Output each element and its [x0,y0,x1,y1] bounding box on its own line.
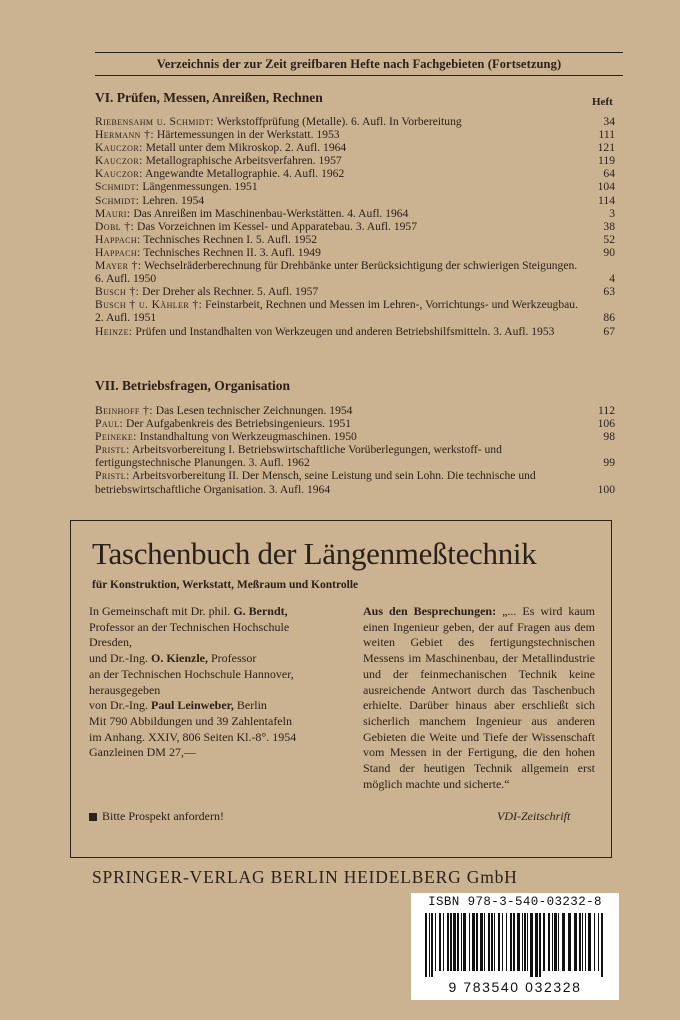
catalog-entry [95,194,615,207]
isbn-text: ISBN 978-3-540-03232-8 [428,895,602,909]
entry-author: Pristl: [95,469,130,483]
entry-title: Das Anreißen im Maschinenbau-Werkstätten. 4. Aufl. 1964 [133,206,409,220]
entry-heft-number: 3 [609,206,615,220]
entry-title: Arbeitsvorbereitung II. Der Mensch, seine Leistung und sein Lohn. Die technische und betriebswirtschaftliche Organisation. 3. Aufl. 1964 [95,469,536,496]
entry-title: Das Vorzeichnen im Kessel- und Apparatebau. 3. Aufl. 1957 [137,219,418,233]
entry-author: Pristl: [95,443,130,457]
entry-heft-number: 98 [603,430,615,444]
entry-title: Technisches Rechnen II. 3. Aufl. 1949 [143,245,321,259]
entry-heft-number: 63 [603,285,615,299]
entry-heft-number: 114 [598,193,615,207]
entry-title: Angewandte Metallographie. 4. Aufl. 1962 [144,167,345,181]
page-header: Verzeichnis der zur Zeit greifbaren Hefte nach Fachgebieten (Fortsetzung) [156,57,562,71]
section-6-title: VI. Prüfen, Messen, Anreißen, Rechnen [95,90,323,105]
barcode-label [411,893,619,1000]
entry-title: Der Aufgabenkreis des Betriebsingenieurs. 1951 [126,417,352,431]
entry-author: Happach: [95,232,141,246]
entry-author: Hermann †: [95,128,154,142]
catalog-entry [95,285,615,298]
entry-heft-number: 111 [598,128,615,142]
entry-author: Dobl †: [95,219,135,233]
section-7-title: VII. Betriebsfragen, Organisation [95,378,290,393]
entry-author: Schmidt: [95,180,140,194]
catalog-entry [95,128,615,141]
entry-heft-number: 104 [597,180,615,194]
book-details: In Gemeinschaft mit Dr. phil. G. Berndt, Professor an der Technischen Hochschule Dresden, und Dr.-Ing. O. Kienzle, Professor an der Technischen Hochschule Hannover, herausgegeben von Dr.-Ing. Paul Leinweber, Berlin Mit 790 Abbildungen und 39 Zahlentafeln im Anhang. XXIV, 806 Seiten Kl.-8°. 1954 Ganzleinen DM 27,— [89,604,331,761]
barcode-icon [417,913,613,977]
entry-author: Busch †: [95,285,140,299]
entry-heft-number: 99 [603,456,615,470]
catalog-entry [95,298,615,324]
catalog-entry [95,233,615,246]
catalog-entry [95,404,615,417]
catalog-entry [95,115,615,128]
header-rule-bottom [95,75,623,76]
catalog-entry [95,325,615,338]
publisher-name: SPRINGER-VERLAG BERLIN HEIDELBERG GmbH [92,867,518,887]
section-6-list [95,115,615,338]
entry-title: Lehren. 1954 [142,193,205,207]
entry-heft-number: 38 [603,219,615,233]
entry-title: Metall unter dem Mikroskop. 2. Aufl. 1964 [145,141,347,155]
review-text: „... Es wird kaum einen Ingenieur geben, der auf Fragen aus dem weiten Gebiet des fertigungstechnischen Messens im Maschinenbau, der Metallindustrie und der feinmechanischen Technik keine ausreichende Antwort durch das Taschenbuch erhielte. Darüber hinaus aber erschließt sich sicherlich manchem Ingenieur aus anderen Gebieten die Weite und Tiefe der Wissenschaft vom Messen in der Fertigung, die den hohen Stand der heutigen Technik allgemein erst möglich machte und sicherte.“ [363,604,596,791]
square-bullet-icon [89,813,97,821]
entry-heft-number: 64 [603,167,615,181]
editor-name: G. Berndt, [233,604,288,618]
entry-heft-number: 52 [603,232,615,246]
section-7-list [95,404,615,496]
entry-author: Busch † u. Kähler †: [95,298,203,312]
catalog-entry [95,246,615,259]
book-review [363,604,595,792]
entry-title: Feinstarbeit, Rechnen und Messen im Lehren-, Vorrichtungs- und Werkzeugbau. 2. Aufl. 1951 [95,298,578,325]
prospekt-note: Bitte Prospekt anfordern! [89,809,224,824]
catalog-entry [95,430,615,443]
book-title: Taschenbuch der Längenmeßtechnik [92,536,537,571]
entry-author: Kauczor: [95,167,143,181]
catalog-entry [95,469,615,495]
editor-name: Paul Leinweber, [151,698,234,713]
entry-title: Das Lesen technischer Zeichnungen. 1954 [155,404,353,417]
catalog-entry [95,220,615,233]
entry-heft-number: 4 [609,272,615,286]
entry-heft-number: 90 [603,245,615,259]
entry-heft-number: 121 [597,141,615,155]
entry-author: Beinhoff †: [95,404,153,417]
catalog-entry [95,141,615,154]
editor-name: O. Kienzle, [151,651,208,666]
entry-title: Metallographische Arbeitsverfahren. 1957 [145,154,342,168]
entry-author: Paul: [95,417,124,431]
entry-title: Härtemessungen in der Werkstatt. 1953 [156,128,340,142]
catalog-entry [95,443,615,469]
book-subtitle: für Konstruktion, Werkstatt, Meßraum und Kontrolle [92,579,359,591]
entry-heft-number: 112 [598,404,615,417]
catalog-entry [95,259,615,285]
entry-heft-number: 34 [603,115,615,128]
entry-author: Peineke: [95,430,137,444]
barcode-number: 9 783540 032328 [448,979,582,995]
header-rule-top [95,52,623,53]
entry-title: Instandhaltung von Werkzeugmaschinen. 1950 [139,430,357,444]
catalog-entry [95,417,615,430]
entry-title: Arbeitsvorbereitung I. Betriebswirtschaftliche Vorüberlegungen, werkstoff- und fertigungstechnische Planungen. 3. Aufl. 1962 [95,443,502,470]
entry-author: Riebensahm u. Schmidt: [95,115,214,128]
entry-title: Längenmessungen. 1951 [142,180,258,194]
heft-column-header: Heft [592,96,613,108]
entry-heft-number: 86 [603,311,615,325]
entry-title: Wechselräderberechnung für Drehbänke unter Berücksichtigung der schwierigen Steigungen. 6. Aufl. 1950 [95,259,578,286]
entry-title: Technisches Rechnen I. 5. Aufl. 1952 [143,232,318,246]
catalog-entry [95,180,615,193]
entry-author: Happach: [95,245,141,259]
entry-title: Prüfen und Instandhalten von Werkzeugen und anderen Betriebshilfsmitteln. 3. Aufl. 1953 [135,324,555,338]
entry-author: Mauri: [95,206,131,220]
entry-author: Heinze: [95,324,133,338]
book-price: Ganzleinen DM 27,— [89,745,196,760]
entry-heft-number: 119 [598,154,615,168]
entry-heft-number: 106 [597,417,615,431]
catalog-entry [95,207,615,220]
entry-author: Mayer †: [95,259,142,273]
entry-heft-number: 67 [603,324,615,338]
entry-title: Werkstoffprüfung (Metalle). 6. Aufl. In Vorbereitung [216,115,462,128]
entry-heft-number: 100 [597,482,615,496]
entry-author: Kauczor: [95,141,143,155]
review-label: Aus den Besprechungen: [363,604,497,618]
entry-author: Kauczor: [95,154,143,168]
entry-author: Schmidt: [95,193,140,207]
catalog-entry [95,167,615,180]
review-source: VDI-Zeitschrift [497,809,571,823]
catalog-entry [95,154,615,167]
entry-title: Der Dreher als Rechner. 5. Aufl. 1957 [142,285,319,299]
